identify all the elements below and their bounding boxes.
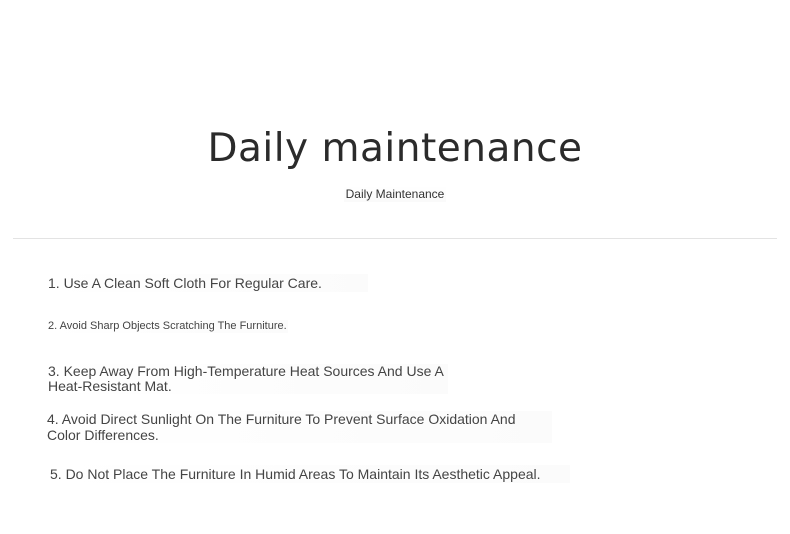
maintenance-tip-4: 4. Avoid Direct Sunlight On The Furniture To Prevent Surface Oxidation And Color Differences. [47,411,552,443]
breadcrumb [0,186,790,202]
maintenance-tip-2: 2. Avoid Sharp Objects Scratching The Furniture. [48,320,287,332]
maintenance-tip-3: 3. Keep Away From High-Temperature Heat Sources And Use A Heat-Resistant Mat. [48,364,448,394]
page-title: Daily maintenance [207,126,583,171]
divider [13,238,777,239]
breadcrumb-current: Daily Maintenance [345,187,445,201]
maintenance-tip-5: 5. Do Not Place The Furniture In Humid Areas To Maintain Its Aesthetic Appeal. [50,465,570,483]
maintenance-tip-1: 1. Use A Clean Soft Cloth For Regular Care. [48,274,368,292]
